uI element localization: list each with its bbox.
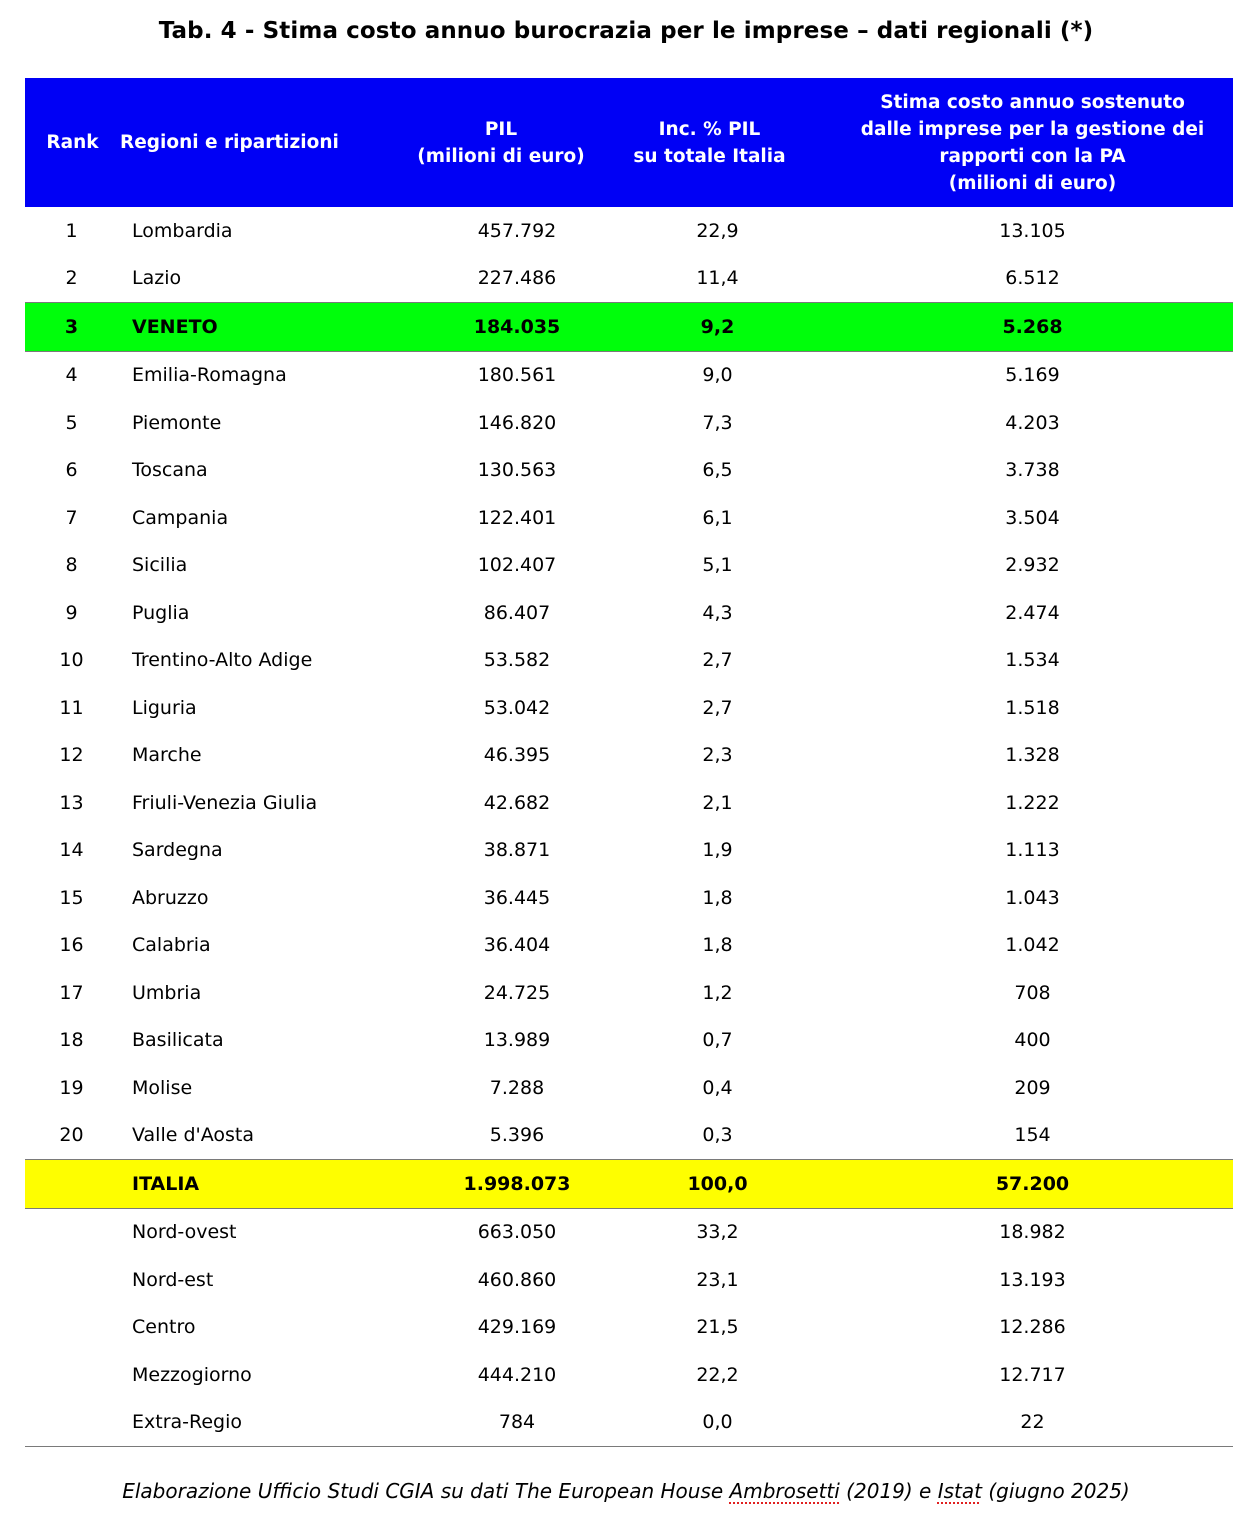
cell-inc: 22,2 bbox=[696, 1363, 739, 1386]
cell-inc: 9,0 bbox=[702, 364, 733, 387]
cell-rank: 12 bbox=[59, 744, 84, 767]
cell-rank: 4 bbox=[65, 364, 78, 387]
cell-cost: 57.200 bbox=[832, 1160, 1233, 1209]
table-row-highlighted-veneto bbox=[25, 303, 1233, 352]
source-footnote bbox=[0, 1479, 1252, 1503]
cell-rank: 1 bbox=[65, 219, 78, 242]
cell-region: Calabria bbox=[132, 934, 211, 957]
cell-pil: 429.169 bbox=[477, 1316, 557, 1339]
cell-cost: 12.717 bbox=[999, 1363, 1066, 1386]
cell-cost: 400 bbox=[1014, 1029, 1051, 1052]
table-row bbox=[25, 732, 1233, 780]
cell-inc: 7,3 bbox=[702, 411, 733, 434]
table-row-area bbox=[25, 1256, 1233, 1304]
cell-rank bbox=[25, 1160, 120, 1209]
cell-area: Mezzogiorno bbox=[132, 1363, 252, 1386]
table-row bbox=[25, 1064, 1233, 1112]
cell-cost: 1.042 bbox=[1005, 934, 1060, 957]
cell-region: Sardegna bbox=[132, 839, 223, 862]
cell-rank: 5 bbox=[65, 411, 78, 434]
table-row bbox=[25, 255, 1233, 303]
cell-pil: 53.582 bbox=[483, 649, 551, 672]
cell-rank: 17 bbox=[59, 981, 84, 1004]
cell-rank: 11 bbox=[59, 696, 84, 719]
header-pil-line-1: PIL bbox=[484, 118, 518, 140]
cell-pil: 180.561 bbox=[477, 364, 557, 387]
cell-cost: 1.113 bbox=[1005, 839, 1060, 862]
cell-cost: 4.203 bbox=[1005, 411, 1060, 434]
cell-cost: 1.328 bbox=[1005, 744, 1060, 767]
table-row bbox=[25, 684, 1233, 732]
header-cost-line-2: dalle imprese per la gestione dei bbox=[860, 118, 1205, 140]
cell-pil: 102.407 bbox=[477, 554, 557, 577]
table-row-area bbox=[25, 1304, 1233, 1352]
cell-inc: 1,8 bbox=[702, 886, 733, 909]
cell-rank: 19 bbox=[59, 1076, 84, 1099]
cell-rank: 18 bbox=[59, 1029, 84, 1052]
header-inc-line-1: Inc. % PIL bbox=[658, 118, 761, 140]
cell-inc: 2,3 bbox=[702, 744, 733, 767]
table-row bbox=[25, 779, 1233, 827]
cell-rank: 10 bbox=[59, 649, 84, 672]
table-row bbox=[25, 1112, 1233, 1160]
cell-rank: 14 bbox=[59, 839, 84, 862]
cell-region: VENETO bbox=[120, 303, 415, 352]
footnote-text-1: Elaborazione Ufficio Studi CGIA su dati The European House bbox=[122, 1479, 730, 1503]
cell-inc: 22,9 bbox=[696, 219, 739, 242]
cell-inc: 2,7 bbox=[702, 649, 733, 672]
cell-inc: 33,2 bbox=[696, 1221, 739, 1244]
cell-cost: 5.169 bbox=[1005, 364, 1060, 387]
cell-cost: 13.105 bbox=[999, 219, 1066, 242]
cell-area: Centro bbox=[132, 1316, 196, 1339]
cell-pil: 42.682 bbox=[483, 791, 551, 814]
cell-cost: 12.286 bbox=[999, 1316, 1066, 1339]
cell-pil: 53.042 bbox=[483, 696, 551, 719]
cell-region: Umbria bbox=[132, 981, 202, 1004]
cell-inc: 0,4 bbox=[702, 1076, 733, 1099]
cell-region: Trentino-Alto Adige bbox=[132, 649, 313, 672]
cell-pil: 227.486 bbox=[477, 267, 557, 290]
header-cost-line-1: Stima costo annuo sostenuto bbox=[880, 91, 1185, 113]
cell-rank: 3 bbox=[25, 303, 120, 352]
cell-area: Nord-est bbox=[132, 1268, 214, 1291]
cell-inc: 9,2 bbox=[587, 303, 832, 352]
cell-cost: 209 bbox=[1014, 1076, 1051, 1099]
cell-cost: 1.222 bbox=[1005, 791, 1060, 814]
cell-cost: 5.268 bbox=[832, 303, 1233, 352]
cell-inc: 6,1 bbox=[702, 506, 733, 529]
cell-region: Emilia-Romagna bbox=[132, 364, 287, 387]
table-row bbox=[25, 542, 1233, 590]
cell-region: Lombardia bbox=[132, 219, 233, 242]
header-rank: Rank bbox=[25, 78, 120, 207]
cell-cost: 2.932 bbox=[1005, 554, 1060, 577]
cell-pil: 146.820 bbox=[477, 411, 557, 434]
cell-region: Abruzzo bbox=[132, 886, 209, 909]
cell-cost: 2.474 bbox=[1005, 601, 1060, 624]
cell-pil: 36.445 bbox=[483, 886, 551, 909]
cell-inc: 6,5 bbox=[702, 459, 733, 482]
footnote-text-2: (2019) e bbox=[839, 1479, 938, 1503]
footnote-ambrosetti: Ambrosetti bbox=[729, 1479, 840, 1503]
cell-area: Nord-ovest bbox=[132, 1221, 237, 1244]
cell-cost: 22 bbox=[832, 1399, 1233, 1447]
cell-rank: 2 bbox=[65, 267, 78, 290]
cell-rank: 13 bbox=[59, 791, 84, 814]
table-row bbox=[25, 447, 1233, 495]
cell-region: ITALIA bbox=[120, 1160, 415, 1209]
cell-pil: 36.404 bbox=[483, 934, 551, 957]
table-row-area bbox=[25, 1208, 1233, 1256]
cell-cost: 6.512 bbox=[1005, 267, 1060, 290]
table-row bbox=[25, 399, 1233, 447]
cell-inc: 23,1 bbox=[696, 1268, 739, 1291]
cell-pil: 184.035 bbox=[415, 303, 587, 352]
cell-region: Toscana bbox=[132, 459, 208, 482]
cell-pil: 130.563 bbox=[477, 459, 557, 482]
cell-region: Sicilia bbox=[132, 554, 188, 577]
cell-pil: 5.396 bbox=[489, 1124, 545, 1147]
cell-region: Lazio bbox=[132, 267, 182, 290]
cell-region: Piemonte bbox=[132, 411, 222, 434]
cell-pil: 457.792 bbox=[477, 219, 557, 242]
cell-cost: 3.738 bbox=[1005, 459, 1060, 482]
cell-rank: 15 bbox=[59, 886, 84, 909]
cell-cost: 1.518 bbox=[1005, 696, 1060, 719]
table-row bbox=[25, 589, 1233, 637]
table-row bbox=[25, 874, 1233, 922]
footnote-text-3: (giugno 2025) bbox=[981, 1479, 1130, 1503]
table-row bbox=[25, 827, 1233, 875]
header-inc-pil bbox=[587, 78, 832, 207]
table-row-area bbox=[25, 1399, 1233, 1447]
cell-cost: 154 bbox=[1014, 1124, 1051, 1147]
cell-cost: 18.982 bbox=[999, 1221, 1066, 1244]
table-row bbox=[25, 922, 1233, 970]
cell-area: Extra-Regio bbox=[120, 1399, 415, 1447]
cell-region: Basilicata bbox=[132, 1029, 224, 1052]
cell-region: Friuli-Venezia Giulia bbox=[132, 791, 318, 814]
cell-inc: 100,0 bbox=[587, 1160, 832, 1209]
cell-rank: 16 bbox=[59, 934, 84, 957]
cell-cost: 1.534 bbox=[1005, 649, 1060, 672]
cell-pil: 13.989 bbox=[483, 1029, 551, 1052]
cell-rank: 9 bbox=[65, 601, 78, 624]
cell-pil: 38.871 bbox=[483, 839, 551, 862]
cell-pil: 46.395 bbox=[483, 744, 551, 767]
cell-cost: 1.043 bbox=[1005, 886, 1060, 909]
cell-pil: 1.998.073 bbox=[415, 1160, 587, 1209]
cell-rank: 6 bbox=[65, 459, 78, 482]
cell-region: Campania bbox=[132, 506, 229, 529]
cell-region: Valle d'Aosta bbox=[132, 1124, 255, 1147]
table-row-total-italia bbox=[25, 1160, 1233, 1209]
table-row bbox=[25, 969, 1233, 1017]
cell-inc: 1,8 bbox=[702, 934, 733, 957]
cell-pil: 122.401 bbox=[477, 506, 557, 529]
cell-rank: 8 bbox=[65, 554, 78, 577]
header-pil-line-2: (milioni di euro) bbox=[417, 145, 585, 167]
cell-inc: 1,9 bbox=[702, 839, 733, 862]
cell-pil: 784 bbox=[415, 1399, 587, 1447]
header-regions: Regioni e ripartizioni bbox=[120, 78, 415, 207]
cell-inc: 0,0 bbox=[587, 1399, 832, 1447]
cell-region: Liguria bbox=[132, 696, 197, 719]
cell-rank: 20 bbox=[59, 1124, 84, 1147]
table-row bbox=[25, 637, 1233, 685]
cell-cost: 13.193 bbox=[999, 1268, 1066, 1291]
header-annual-cost bbox=[832, 78, 1233, 207]
table-title: Tab. 4 - Stima costo annuo burocrazia per le imprese – dati regionali (*) bbox=[158, 18, 1094, 44]
cell-inc: 11,4 bbox=[696, 267, 739, 290]
cell-inc: 5,1 bbox=[702, 554, 733, 577]
header-pil bbox=[415, 78, 587, 207]
cell-rank: 7 bbox=[65, 506, 78, 529]
regional-bureaucracy-cost-table bbox=[25, 78, 1233, 1447]
header-cost-line-3: rapporti con la PA bbox=[939, 145, 1126, 167]
cell-pil: 86.407 bbox=[483, 601, 551, 624]
cell-inc: 2,7 bbox=[702, 696, 733, 719]
cell-pil: 444.210 bbox=[477, 1363, 557, 1386]
cell-inc: 0,3 bbox=[702, 1124, 733, 1147]
table-row bbox=[25, 1017, 1233, 1065]
table-header-row bbox=[25, 78, 1233, 207]
cell-pil: 460.860 bbox=[477, 1268, 557, 1291]
table-row-area bbox=[25, 1351, 1233, 1399]
cell-pil: 24.725 bbox=[483, 981, 551, 1004]
header-cost-line-4: (milioni di euro) bbox=[948, 172, 1117, 194]
cell-inc: 1,2 bbox=[702, 981, 733, 1004]
table-row bbox=[25, 351, 1233, 399]
cell-cost: 3.504 bbox=[1005, 506, 1060, 529]
cell-cost: 708 bbox=[1014, 981, 1051, 1004]
cell-region: Molise bbox=[132, 1076, 193, 1099]
cell-region: Puglia bbox=[132, 601, 190, 624]
cell-region: Marche bbox=[132, 744, 202, 767]
header-inc-line-2: su totale Italia bbox=[633, 145, 786, 167]
table-row bbox=[25, 207, 1233, 255]
cell-pil: 7.288 bbox=[489, 1076, 545, 1099]
table-row bbox=[25, 494, 1233, 542]
cell-pil: 663.050 bbox=[477, 1221, 557, 1244]
cell-inc: 4,3 bbox=[702, 601, 733, 624]
cell-inc: 21,5 bbox=[696, 1316, 739, 1339]
footnote-istat: Istat bbox=[937, 1479, 982, 1503]
cell-inc: 2,1 bbox=[702, 791, 733, 814]
cell-inc: 0,7 bbox=[702, 1029, 733, 1052]
